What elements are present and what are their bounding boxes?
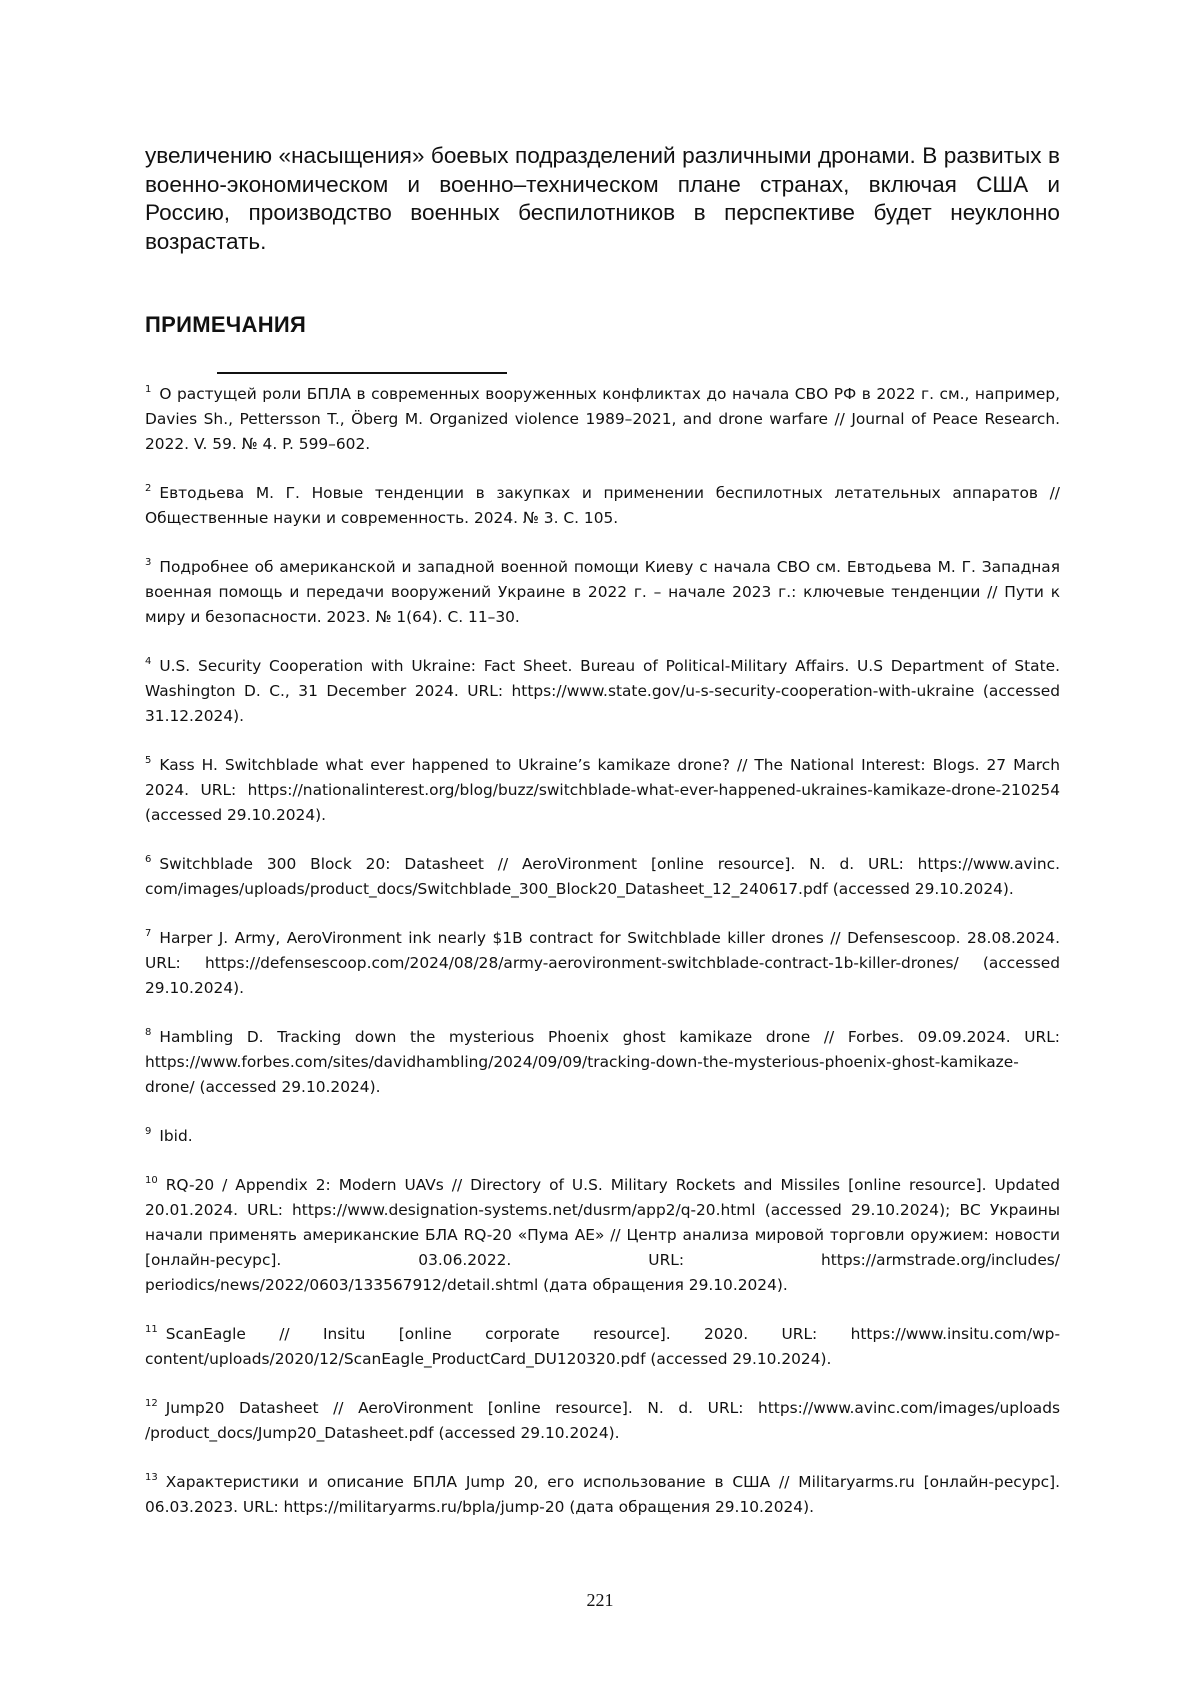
footnote [145,654,1060,729]
footnote-number: 10 [145,1175,158,1186]
footnote [145,382,1060,457]
footnote-number: 2 [145,483,152,494]
footnote [145,1396,1060,1446]
footnote-text: О растущей роли БПЛА в современных вооруженных конфликтах до начала СВО РФ в 2022 г. см., например, Davies Sh., Pettersson T., Öberg M. Organized violence 1989–2021, and drone warfare // Journal of Peace Research. 2022. V. 59. № 4. P. 599–602. [145,385,1060,453]
footnote-text: Ibid. [159,1127,193,1145]
footnote [145,926,1060,1001]
footnote-text: U.S. Security Cooperation with Ukraine: Fact Sheet. Bureau of Political-Military Affairs. U.S Department of State. Washington D. C., 31 December 2024. URL: https://www.state.gov/u-s-security-cooperation-with-ukraine (accessed 31.12.2024). [145,657,1060,725]
footnote-number: 8 [145,1027,152,1038]
footnote [145,555,1060,630]
footnote-text: Kass H. Switchblade what ever happened to Ukraine’s kamikaze drone? // The National Interest: Blogs. 27 March 2024. URL: https://nationalinterest.org/blog/buzz/switchblade-what-ever-happened-ukraines-kamikaze-drone-210254 (accessed 29.10.2024). [145,756,1060,824]
footnote [145,1173,1060,1298]
body-paragraph: увеличению «насыщения» боевых подразделений различными дронами. В развитых в военно-экономическом и военно–техническом плане странах, включая США и Россию, производство военных беспилотников в перспективе будет неуклонно возрастать. [145,143,1060,254]
footnote [145,481,1060,531]
footnote-number: 13 [145,1472,158,1483]
footnote-number: 6 [145,854,152,865]
footnote-number: 11 [145,1324,158,1335]
footnote-text: ScanEagle // Insitu [online corporate resource]. 2020. URL: https://www.insitu.com/wp-content/uploads/2020/12/ScanEagle_ProductCard_DU120320.pdf (accessed 29.10.2024). [145,1325,1060,1368]
footnote-text: Jump20 Datasheet // AeroVironment [online resource]. N. d. URL: https://www.avinc.com/images/uploads /product_docs/Jump20_Datasheet.pdf (accessed 29.10.2024). [145,1399,1060,1442]
footnote-text: Евтодьева М. Г. Новые тенденции в закупках и применении беспилотных летательных аппаратов // Общественные науки и современность. 2024. № 3. С. 105. [145,484,1060,527]
footnote-text: RQ-20 / Appendix 2: Modern UAVs // Directory of U.S. Military Rockets and Missiles [online resource]. Updated 20.01.2024. URL: https://www.designation-systems.net/dusrm/app2/q-20.html (accessed 29.10.2024); ВС Украины начали применять американские БЛА RQ-20 «Пума АЕ» // Центр анализа мировой торговли оружием: новости [онлайн-ресурс]. 03.06.2022. URL: https://armstrade.org/includes/ periodics/news/2022/0603/133567912/detail.shtml (дата обращения 29.10.2024). [145,1176,1060,1294]
footnote [145,1322,1060,1372]
footnote [145,753,1060,828]
footnote-text: Подробнее об американской и западной военной помощи Киеву с начала СВО см. Евтодьева М. Г. Западная военная помощь и передачи вооружений Украине в 2022 г. – начале 2023 г.: ключевые тенденции // Пути к миру и безопасности. 2023. № 1(64). С. 11–30. [145,558,1060,626]
footnote-number: 1 [145,384,152,395]
footnote-text: Характеристики и описание БПЛА Jump 20, его использование в США // Militaryarms.ru [онлайн-ресурс]. 06.03.2023. URL: https://militaryarms.ru/bpla/jump-20 (дата обращения 29.10.2024). [145,1473,1060,1516]
footnote-number: 4 [145,656,152,667]
footnote-number: 9 [145,1126,152,1137]
footnote-number: 7 [145,928,152,939]
footnote [145,1470,1060,1520]
footnote [145,1025,1060,1100]
footnote-text: Switchblade 300 Block 20: Datasheet // AeroVironment [online resource]. N. d. URL: https://www.avinc. com/images/uploads/product_docs/Switchblade_300_Block20_Datasheet_12_240617.pdf (accessed 29.10.2024). [145,855,1060,898]
footnote-number: 12 [145,1398,158,1409]
footnote-text: Harper J. Army, AeroVironment ink nearly $1B contract for Switchblade killer drones // Defensescoop. 28.08.2024. URL: https://defensescoop.com/2024/08/28/army-aerovironment-switchblade-contract-1b-killer-drones/ (accessed 29.10.2024). [145,929,1060,997]
footnote [145,1124,1060,1149]
footnote [145,852,1060,902]
footnote-text: Hambling D. Tracking down the mysterious Phoenix ghost kamikaze drone // Forbes. 09.09.2024. URL: https://www.forbes.com/sites/davidhambling/2024/09/09/tracking-down-the-mysterious-phoenix-ghost-kamikaze-drone/ (accessed 29.10.2024). [145,1028,1060,1096]
footnote-number: 3 [145,557,152,568]
page-number: 221 [586,1590,614,1610]
section-heading: ПРИМЕЧАНИЯ [145,312,307,337]
notes-list [145,382,1060,1544]
footnote-number: 5 [145,755,152,766]
footnote-separator [217,372,507,374]
